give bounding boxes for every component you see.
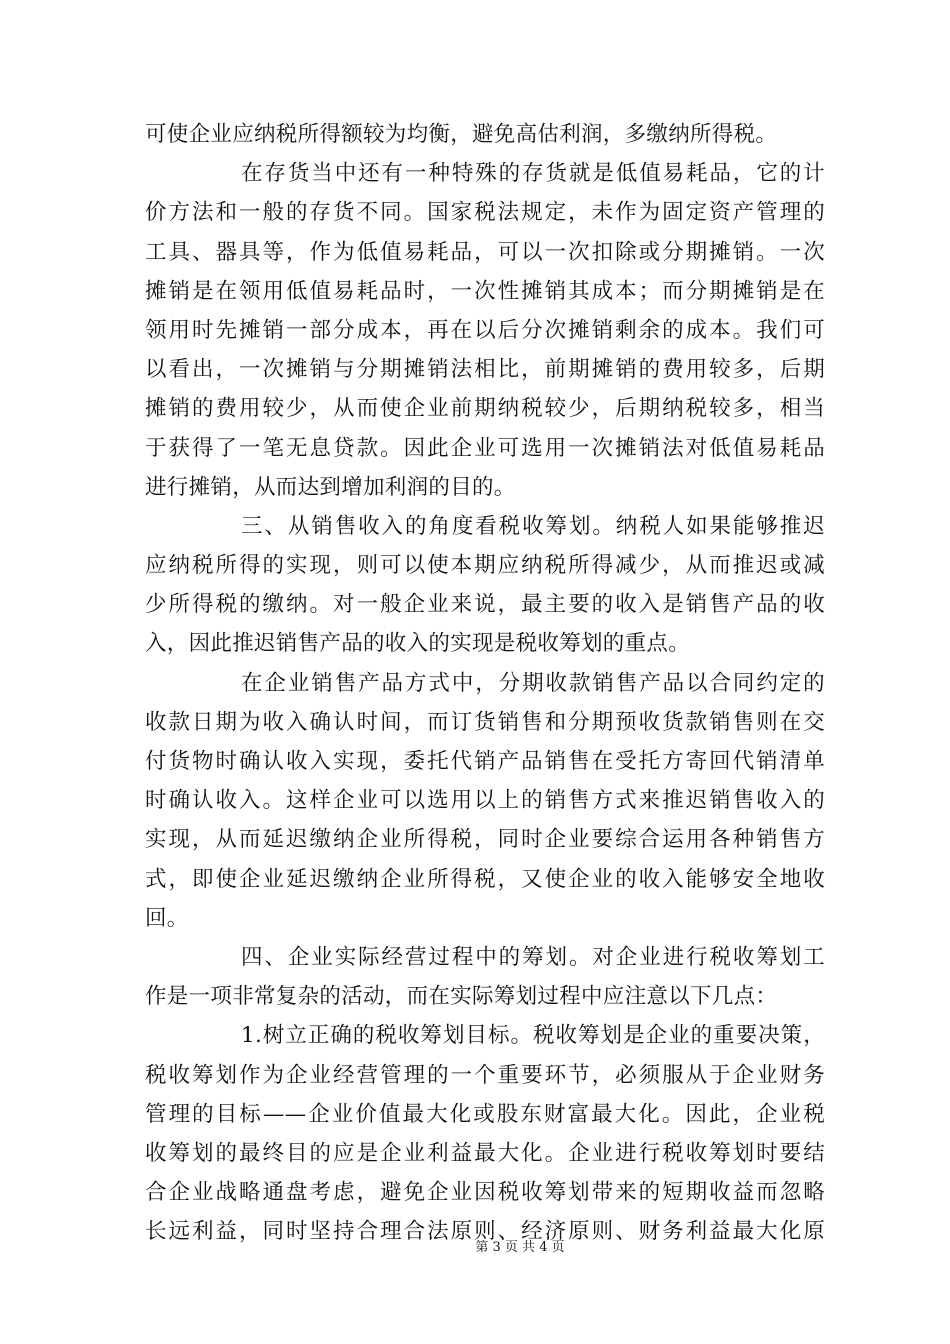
paragraph bbox=[145, 664, 825, 938]
text-line: 可使企业应纳税所得额较为均衡，避免高估利润，多缴纳所得税。 bbox=[145, 122, 778, 147]
text-line: 管理的目标——企业价值最大化或股东财富最大化。因此，企业税 bbox=[145, 1101, 825, 1127]
text-line: 付货物时确认收入实现，委托代销产品销售在受托方寄回代销清单 bbox=[145, 749, 825, 774]
text-line: 以看出，一次摊销与分期摊销法相比，前期摊销的费用较多，后期 bbox=[145, 357, 825, 383]
text-line: 1.树立正确的税收筹划目标。税收筹划是企业的重要决策， bbox=[241, 1023, 825, 1049]
paragraph bbox=[145, 1016, 825, 1251]
text-line: 三、从销售收入的角度看税收筹划。纳税人如果能够推迟 bbox=[241, 513, 825, 539]
paragraph bbox=[145, 507, 825, 664]
text-line: 在存货当中还有一种特殊的存货就是低值易耗品，它的计 bbox=[241, 161, 825, 187]
paragraph bbox=[145, 154, 825, 507]
text-line: 入，因此推迟销售产品的收入的实现是税收筹划的重点。 bbox=[145, 631, 691, 657]
text-line: 实现，从而延迟缴纳企业所得税，同时企业要综合运用各种销售方 bbox=[145, 827, 825, 853]
text-line: 工具、器具等，作为低值易耗品，可以一次扣除或分期摊销。一次 bbox=[145, 239, 825, 265]
text-line: 收筹划的最终目的应是企业利益最大化。企业进行税收筹划时要结 bbox=[145, 1140, 825, 1166]
text-line: 合企业战略通盘考虑，避免企业因税收筹划带来的短期收益而忽略 bbox=[145, 1180, 825, 1206]
page-number: 第 3 页 共 4 页 bbox=[475, 1240, 565, 1255]
text-line: 应纳税所得的实现，则可以使本期应纳税所得减少，从而推迟或减 bbox=[145, 553, 825, 579]
text-line: 长远利益，同时坚持合理合法原则、经济原则、财务利益最大化原 bbox=[145, 1219, 825, 1245]
text-line: 价方法和一般的存货不同。国家税法规定，未作为固定资产管理的 bbox=[145, 200, 825, 226]
text-line: 时确认收入。这样企业可以选用以上的销售方式来推迟销售收入的 bbox=[145, 788, 825, 814]
document-body bbox=[145, 115, 825, 1251]
text-line: 进行摊销，从而达到增加利润的目的。 bbox=[145, 474, 516, 500]
text-line: 回。 bbox=[145, 905, 189, 931]
text-line: 领用时先摊销一部分成本，再在以后分次摊销剩余的成本。我们可 bbox=[145, 317, 825, 343]
text-line: 税收筹划作为企业经营管理的一个重要环节，必须服从于企业财务 bbox=[145, 1062, 825, 1088]
text-line: 于获得了一笔无息贷款。因此企业可选用一次摊销法对低值易耗品 bbox=[145, 435, 825, 461]
text-line: 摊销的费用较少，从而使企业前期纳税较少，后期纳税较多，相当 bbox=[145, 396, 825, 422]
paragraph bbox=[145, 115, 825, 154]
text-line: 收款日期为收入确认时间，而订货销售和分期预收货款销售则在交 bbox=[145, 709, 825, 735]
text-line: 式，即使企业延迟缴纳企业所得税，又使企业的收入能够安全地收 bbox=[145, 866, 825, 892]
text-line: 在企业销售产品方式中，分期收款销售产品以合同约定的 bbox=[241, 670, 825, 696]
page-footer bbox=[0, 1236, 950, 1255]
text-line: 摊销是在领用低值易耗品时，一次性摊销其成本；而分期摊销是在 bbox=[145, 278, 825, 304]
text-line: 作是一项非常复杂的活动，而在实际筹划过程中应注意以下几点： bbox=[145, 984, 778, 1010]
text-line: 四、企业实际经营过程中的筹划。对企业进行税收筹划工 bbox=[241, 944, 825, 970]
paragraph bbox=[145, 938, 825, 1016]
text-line: 少所得税的缴纳。对一般企业来说，最主要的收入是销售产品的收 bbox=[145, 592, 825, 618]
